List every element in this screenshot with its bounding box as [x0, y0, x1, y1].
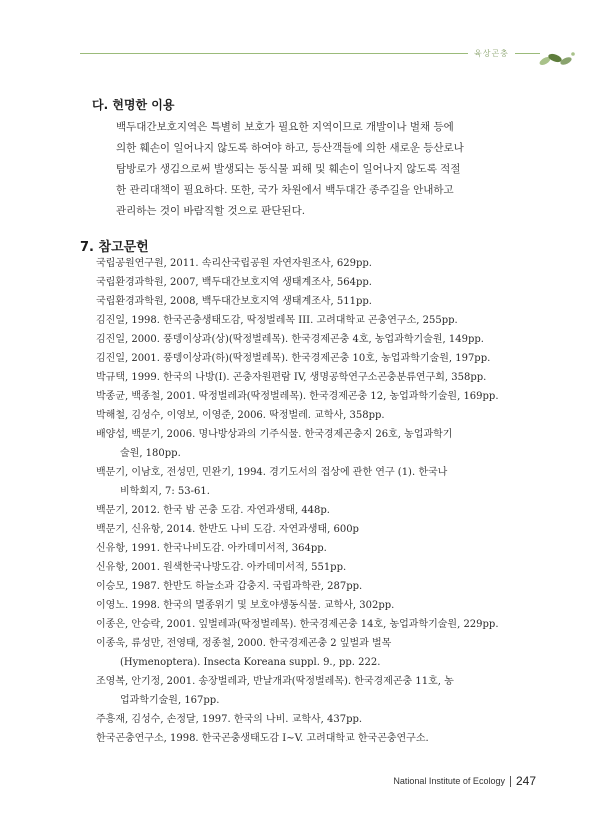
reference-entry: 배양섭, 백문기, 2006. 명나방상과의 기주식물. 한국경제곤충지 26호, 농업과학기	[96, 429, 453, 440]
reference-entry: 박규택, 1999. 한국의 나방(I). 곤충자원편람 IV, 생명공학연구소곤충분류연구회, 358pp.	[96, 372, 487, 383]
paragraph-line: 의한 훼손이 일어나지 않도록 하여야 하고, 등산객들에 의한 새로운 등산로나	[116, 142, 464, 154]
paragraph-line: 관리하는 것이 바람직할 것으로 판단된다.	[116, 205, 306, 217]
paragraph-line: 한 관리대책이 필요하다. 또한, 국가 차원에서 백두대간 종주길을 안내하고	[116, 184, 454, 196]
reference-entry: 박해철, 김성수, 이영보, 이영준, 2006. 딱정벌레. 교학사, 358pp.	[96, 410, 385, 421]
paragraph-line: 백두대간보호지역은 특별히 보호가 필요한 지역이므로 개발이나 벌채 등에	[116, 121, 454, 133]
page-number: 247	[515, 774, 536, 788]
reference-entry: 이승모, 1987. 한반도 하늘소과 갑충지. 국립과학관, 287pp.	[96, 581, 363, 592]
reference-entry-continuation: 술원, 180pp.	[120, 448, 181, 459]
reference-entry: 이종은, 안승락, 2001. 잎벌레과(딱정벌레목). 한국경제곤충 14호, 농업과학기술원, 229pp.	[96, 619, 499, 630]
wise-use-paragraph	[116, 117, 528, 222]
footer-institute: National Institute of Ecology	[393, 776, 505, 786]
reference-list	[96, 254, 528, 748]
reference-entry: 김진일, 2000. 풍뎅이상과(상)(딱정벌레목). 한국경제곤충 4호, 농업과학기술원, 149pp.	[96, 334, 484, 345]
reference-entry: 조영복, 안기정, 2001. 송장벌레과, 반날개과(딱정벌레목). 한국경제곤충 11호, 농	[96, 676, 454, 687]
reference-entry: 백문기, 신유항, 2014. 한반도 나비 도감. 자연과생태, 600p	[96, 524, 359, 535]
reference-entry: 주흥재, 김성수, 손정달, 1997. 한국의 나비. 교학사, 437pp.	[96, 714, 363, 725]
reference-entry-continuation: (Hymenoptera). Insecta Koreana suppl. 9., pp. 222.	[120, 657, 381, 668]
footer-divider	[510, 776, 511, 787]
reference-entry: 신유항, 1991. 한국나비도감. 아카데미서적, 364pp.	[96, 543, 327, 554]
reference-entry-continuation: 비학회지, 7: 53-61.	[120, 486, 210, 497]
page-footer	[393, 774, 536, 788]
reference-entry: 이종욱, 류성만, 전영태, 정종철, 2000. 한국경제곤충 2 잎벌과 벌목	[96, 638, 392, 649]
reference-entry: 김진일, 1998. 한국곤충생태도감, 딱정벌레목 III. 고려대학교 곤충연구소, 255pp.	[96, 315, 458, 326]
reference-entry: 신유항, 2001. 원색한국나방도감. 아카데미서적, 551pp.	[96, 562, 347, 573]
reference-entry: 한국곤충연구소, 1998. 한국곤충생태도감 I∼V. 고려대학교 한국곤충연구소.	[96, 733, 429, 744]
reference-entry: 김진일, 2001. 풍뎅이상과(하)(딱정벌레목). 한국경제곤충 10호, 농업과학기술원, 197pp.	[96, 353, 491, 364]
reference-entry: 국립공원연구원, 2011. 속리산국립공원 자연자원조사, 629pp.	[96, 258, 372, 269]
reference-entry: 이영노. 1998. 한국의 멸종위기 및 보호야생동식물. 교학사, 302pp.	[96, 600, 395, 611]
reference-entry: 국립환경과학원, 2007, 백두대간보호지역 생태계조사, 564pp.	[96, 277, 372, 288]
leaf-decoration-icon	[535, 49, 575, 69]
reference-entry: 백문기, 2012. 한국 밤 곤충 도감. 자연과생태, 448p.	[96, 505, 330, 516]
section-heading-wise-use: 다. 현명한 이용	[92, 98, 175, 112]
reference-entry: 백문기, 이남호, 전성민, 민완기, 1994. 경기도서의 접상에 관한 연구 (1). 한국나	[96, 467, 448, 478]
reference-entry: 박종균, 백종철, 2001. 딱정벌레과(딱정벌레목). 한국경제곤충 12, 농업과학기술원, 169pp.	[96, 391, 499, 402]
reference-entry-continuation: 업과학기술원, 167pp.	[120, 695, 220, 706]
section-heading-references: 7. 참고문헌	[80, 240, 149, 255]
paragraph-line: 탐방로가 생김으로써 발생되는 동식물 피해 및 훼손이 일어나지 않도록 적절	[116, 163, 461, 175]
running-header: 육상곤충	[468, 48, 515, 59]
reference-entry: 국립환경과학원, 2008, 백두대간보호지역 생태계조사, 511pp.	[96, 296, 372, 307]
